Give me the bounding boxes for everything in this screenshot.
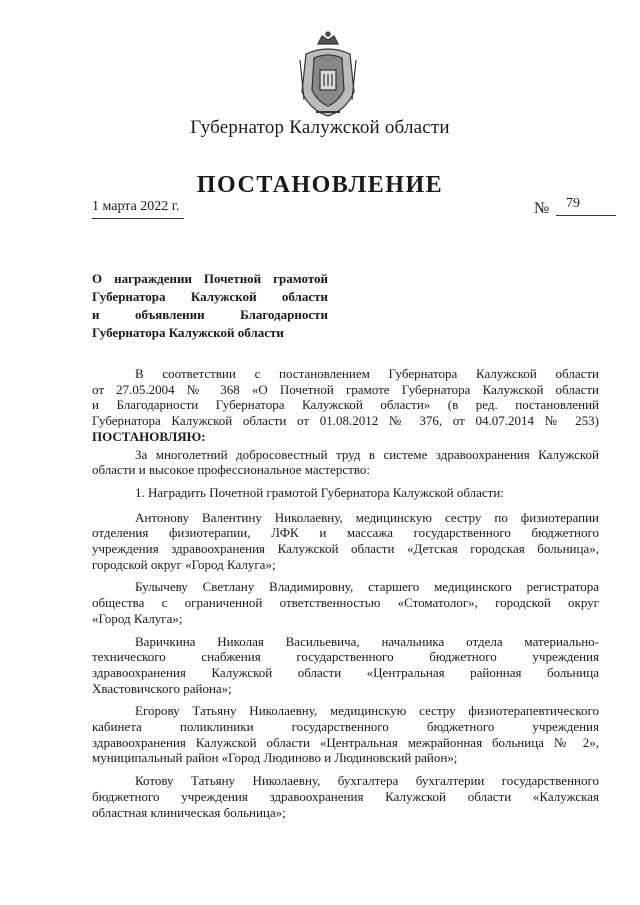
text-line: В соответствии с постановлением Губернатора Калужской области (135, 366, 599, 381)
text-line: технического снабжения государственного бюджетного учреждения (92, 649, 599, 665)
document-number-label: № (534, 200, 550, 217)
text-line: Котову Татьяну Николаевну, бухгалтера бухгалтерии государственного (135, 773, 599, 789)
text-line: от 27.05.2004 № 368 «О Почетной грамоте Губернатора Калужской области (92, 381, 599, 397)
awardee-paragraph (92, 579, 599, 626)
number-underline (556, 215, 616, 216)
text-line: За многолетний добросовестный труд в системе здравоохранения Калужской (135, 446, 599, 462)
document-type-title: ПОСТАНОВЛЕНИЕ (196, 172, 444, 198)
text-line: здравоохранения Калужской области «Центральная межрайонная больница № 2», (92, 734, 599, 750)
subject-line: и объявлении Благодарности (92, 307, 328, 322)
text-line: и Благодарности Губернатора Калужской области» (в ред. постановлений (92, 397, 599, 413)
text-line: Антонову Валентину Николаевну, медицинскую сестру по физиотерапии (135, 509, 599, 525)
subject-line: Губернатора Калужской области (92, 289, 328, 304)
document-body (92, 366, 599, 827)
awardee-paragraph (92, 510, 599, 573)
text-line: учреждения здравоохранения Калужской области «Детская городская больница», (92, 541, 599, 557)
item-1-heading: 1. Наградить Почетной грамотой Губернатора Калужской области: (135, 484, 504, 500)
decree-word: ПОСТАНОВЛЯЮ: (92, 428, 206, 444)
awardee-paragraph (92, 773, 599, 820)
text-line: городской округ «Город Калуга»; (92, 556, 276, 572)
awardee-paragraph (92, 634, 599, 697)
subject-line: Губернатора Калужской области (92, 325, 284, 340)
text-line: отделения физиотерапии, ЛФК и массажа государственного бюджетного (92, 525, 599, 541)
text-line: бюджетного учреждения здравоохранения Калужской области «Калужская (92, 788, 599, 804)
preamble-paragraph (92, 366, 599, 429)
document-subject (92, 270, 328, 342)
text-line: общества с ограниченной ответственностью «Стоматолог», городской округ (92, 595, 599, 611)
reason-paragraph (92, 447, 599, 478)
subject-line: О награждении Почетной грамотой (92, 271, 328, 286)
document-number: 79 (566, 196, 580, 211)
kaluga-coat-of-arms-icon (296, 30, 360, 120)
text-line: Егорову Татьяну Николаевну, медицинскую сестру физиотерапевтического (135, 703, 599, 719)
text-line: Варичкина Николая Васильевича, начальника отдела материально- (135, 633, 599, 649)
text-line: кабинета поликлиники государственного бюджетного учреждения (92, 719, 599, 735)
text-line: здравоохранения Калужской области «Центральная районная больница (92, 664, 599, 680)
text-line: муниципальный район «Город Людиново и Людиновский район»; (92, 750, 458, 766)
awardee-paragraph (92, 703, 599, 766)
text-line: Губернатора Калужской области от 01.08.2012 № 376, от 04.07.2014 № 253) (92, 413, 599, 429)
text-line: области и высокое профессиональное мастерство: (92, 462, 370, 478)
text-line: Хвастовичского района»; (92, 680, 232, 696)
document-date: 1 марта 2022 г. (92, 199, 180, 214)
text-line: «Город Калуга»; (92, 610, 183, 626)
date-underline (92, 218, 184, 219)
issuing-authority: Губернатор Калужской области (190, 117, 450, 138)
text-line: областная клиническая больница»; (92, 804, 286, 820)
text-line: Булычеву Светлану Владимировну, старшего медицинского регистратора (135, 579, 599, 595)
